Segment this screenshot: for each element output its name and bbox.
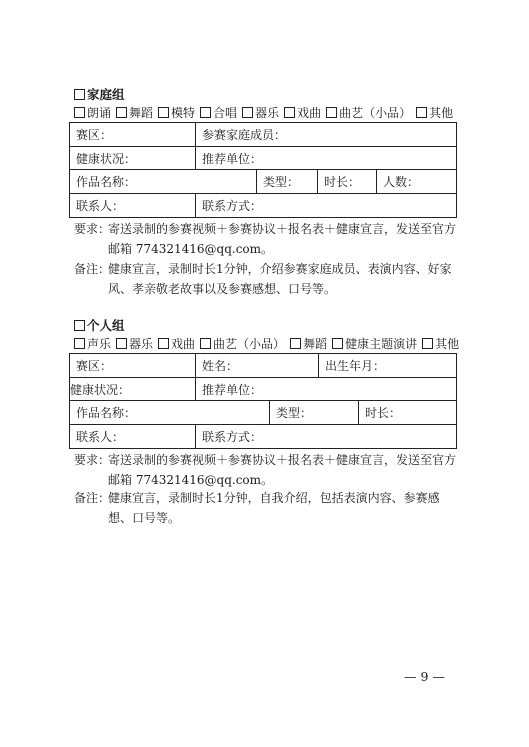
individual-birth-field[interactable]: 出生年月： bbox=[318, 354, 456, 377]
individual-form-table bbox=[69, 353, 457, 449]
family-note bbox=[74, 259, 458, 299]
individual-contact-field[interactable]: 联系人： bbox=[76, 430, 125, 444]
individual-option-4[interactable]: 舞蹈 bbox=[290, 337, 327, 351]
family-option-3[interactable]: 合唱 bbox=[200, 106, 237, 120]
family-type-field[interactable]: 类型： bbox=[256, 170, 317, 193]
family-option-2[interactable]: 模特 bbox=[158, 106, 195, 120]
family-duration-field[interactable]: 时长： bbox=[317, 170, 376, 193]
family-option-1[interactable]: 舞蹈 bbox=[116, 106, 153, 120]
family-unit-field[interactable]: 推荐单位： bbox=[195, 147, 456, 169]
individual-option-2[interactable]: 戏曲 bbox=[158, 337, 195, 351]
individual-option-0[interactable]: 声乐 bbox=[74, 337, 111, 351]
family-contact-method-field[interactable]: 联系方式： bbox=[195, 194, 456, 217]
individual-row-region bbox=[70, 354, 456, 378]
individual-row-contact bbox=[70, 425, 456, 448]
individual-unit-field[interactable]: 推荐单位： bbox=[195, 378, 456, 400]
family-row-contact bbox=[70, 194, 456, 217]
family-option-0[interactable]: 朗诵 bbox=[74, 106, 111, 120]
individual-health-field[interactable]: 健康状况： bbox=[70, 382, 131, 397]
family-option-4[interactable]: 器乐 bbox=[242, 106, 279, 120]
individual-type-field[interactable]: 类型： bbox=[269, 401, 358, 424]
individual-name-field[interactable]: 姓名： bbox=[195, 354, 318, 377]
family-note-text: 健康宣言，录制时长1分钟，介绍参赛家庭成员、表演内容、好家风、孝亲敬老故事以及参赛感想、口号等。 bbox=[108, 262, 452, 296]
family-options bbox=[74, 104, 458, 121]
family-region-field[interactable]: 赛区： bbox=[76, 128, 113, 142]
family-req-text: 寄送录制的参赛视频＋参赛协议＋报名表＋健康宣言，发送至官方邮箱 774321416@qq.com。 bbox=[108, 222, 457, 256]
individual-row-work bbox=[70, 401, 456, 425]
individual-req-label: 要求： bbox=[74, 453, 111, 467]
individual-work-field[interactable]: 作品名称： bbox=[76, 406, 137, 420]
individual-group-checkbox[interactable] bbox=[74, 320, 85, 331]
family-row-work bbox=[70, 170, 456, 194]
family-note-label: 备注： bbox=[74, 262, 111, 276]
individual-option-3[interactable]: 曲艺（小品） bbox=[200, 337, 285, 351]
individual-option-6[interactable]: 其他 bbox=[422, 337, 459, 351]
family-row-health bbox=[70, 147, 456, 170]
family-form-table bbox=[69, 122, 457, 218]
family-title-text: 家庭组 bbox=[87, 87, 125, 102]
individual-options bbox=[74, 335, 464, 352]
individual-row-health bbox=[70, 378, 456, 401]
page-number: — 9 — bbox=[404, 669, 445, 684]
family-group-checkbox[interactable] bbox=[74, 89, 85, 100]
family-option-5[interactable]: 戏曲 bbox=[284, 106, 321, 120]
individual-title-text: 个人组 bbox=[87, 318, 125, 333]
family-work-field[interactable]: 作品名称： bbox=[76, 175, 137, 189]
individual-option-1[interactable]: 器乐 bbox=[116, 337, 153, 351]
individual-option-5[interactable]: 健康主题演讲 bbox=[332, 337, 417, 351]
family-health-field[interactable]: 健康状况： bbox=[76, 151, 137, 166]
family-contact-field[interactable]: 联系人： bbox=[76, 199, 125, 213]
family-count-field[interactable]: 人数： bbox=[376, 170, 456, 193]
individual-duration-field[interactable]: 时长： bbox=[358, 401, 456, 424]
individual-note-text: 健康宣言，录制时长1分钟，自我介绍，包括表演内容、参赛感想、口号等。 bbox=[108, 491, 440, 525]
family-option-6[interactable]: 曲艺（小品） bbox=[326, 106, 411, 120]
family-members-field[interactable]: 参赛家庭成员： bbox=[195, 123, 456, 146]
family-section-title bbox=[74, 85, 125, 103]
individual-region-field[interactable]: 赛区： bbox=[76, 359, 113, 373]
individual-contact-method-field[interactable]: 联系方式： bbox=[195, 425, 456, 448]
family-option-7[interactable]: 其他 bbox=[416, 106, 453, 120]
individual-note bbox=[74, 488, 458, 528]
family-row-region bbox=[70, 123, 456, 147]
individual-note-label: 备注： bbox=[74, 491, 111, 505]
individual-section-title bbox=[74, 316, 125, 334]
family-req-label: 要求： bbox=[74, 222, 111, 236]
family-requirement bbox=[74, 219, 458, 259]
individual-req-text: 寄送录制的参赛视频＋参赛协议＋报名表＋健康宣言，发送至官方邮箱 774321416@qq.com。 bbox=[108, 453, 457, 487]
individual-requirement bbox=[74, 450, 458, 490]
